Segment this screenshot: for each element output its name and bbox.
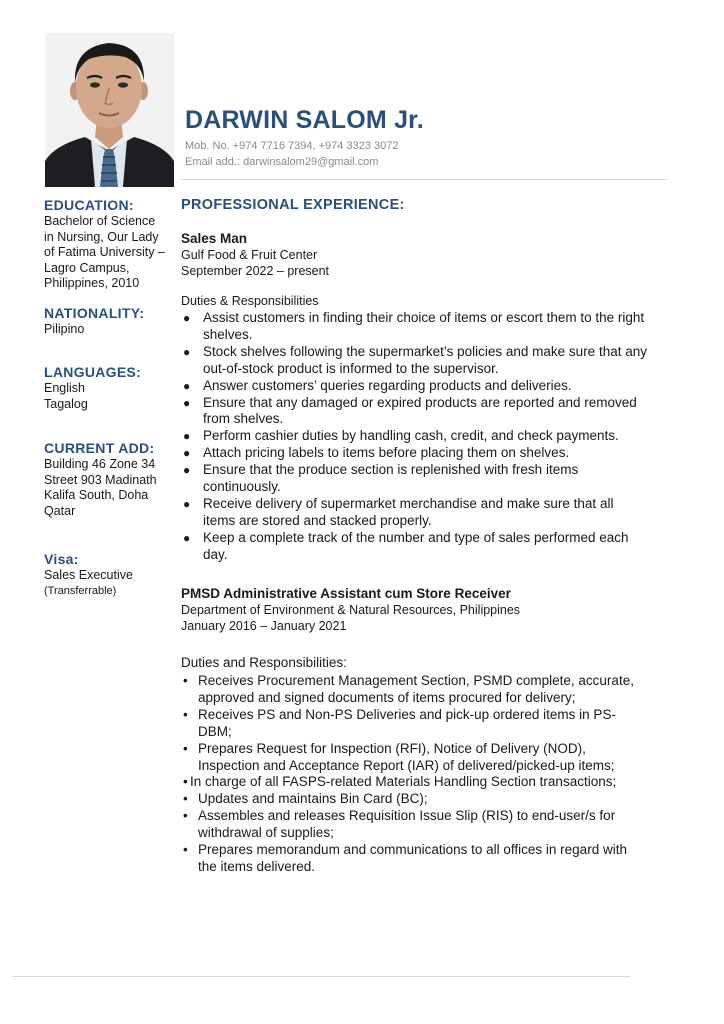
list-item: • In charge of all FASPS-related Materials Handling Section transactions;: [183, 774, 617, 790]
email-address: Email add.: darwinsalom29@gmail.com: [185, 156, 379, 168]
list-item: ● Ensure that the produce section is replenished with fresh items continuously.: [183, 462, 579, 495]
job-meta: [181, 248, 329, 279]
visa-note: (Transferrable): [44, 584, 117, 597]
mobile-number: Mob. No. +974 7716 7394, +974 3323 3072: [185, 140, 399, 152]
list-item: • Updates and maintains Bin Card (BC);: [183, 791, 428, 807]
current-address-heading: CURRENT ADD:: [44, 440, 155, 456]
job-title: Sales Man: [181, 231, 248, 246]
experience-heading: PROFESSIONAL EXPERIENCE:: [181, 197, 405, 213]
list-item: ● Perform cashier duties by handling cash, credit, and check payments.: [183, 428, 619, 444]
footer-divider: [12, 976, 630, 977]
list-item: ● Answer customers’ queries regarding products and deliveries.: [183, 377, 572, 393]
list-item: • Receives PS and Non-PS Deliveries and pick-up ordered items in PS- DBM;: [183, 706, 616, 739]
visa-heading: Visa:: [44, 551, 79, 567]
visa-type: Sales Executive: [44, 568, 133, 582]
languages-list: [44, 381, 178, 412]
job-meta: [181, 603, 520, 634]
duties-label: Duties & Responsibilities: [181, 294, 319, 308]
job-company: Department of Environment & Natural Resources, Philippines: [181, 603, 521, 617]
education-text: Bachelor of Science in Nursing, Our Lady of Fatima University – Lagro Campus, Philippines, 2010: [44, 214, 165, 291]
duties-list: [181, 310, 689, 564]
list-item: ● Receive delivery of supermarket merchandise and make sure that all items are stored and stacked properly.: [183, 495, 614, 528]
education-heading: EDUCATION:: [44, 197, 134, 213]
header-divider: [180, 179, 668, 180]
list-item: • Prepares memorandum and communications to all offices in regard with the items delivered.: [183, 842, 627, 874]
language-item: Tagalog: [44, 396, 88, 411]
visa-text: [44, 568, 178, 599]
nationality-heading: NATIONALITY:: [44, 305, 145, 321]
job-period: January 2016 – January 2021: [181, 618, 347, 633]
list-item: ● Ensure that any damaged or expired products are reported and removed from shelves.: [183, 394, 637, 427]
languages-heading: LANGUAGES:: [44, 364, 142, 380]
job-period: September 2022 – present: [181, 263, 330, 278]
list-item: • Receives Procurement Management Section, PSMD complete, accurate, approved and signed documents of items procured for delivery;: [183, 673, 634, 705]
duties-list: [181, 673, 676, 876]
profile-photo: [45, 33, 174, 187]
list-item: ● Keep a complete track of the number and type of sales performed each day.: [183, 529, 629, 562]
list-item: ● Attach pricing labels to items before placing them on shelves.: [183, 445, 570, 461]
job-company: Gulf Food & Fruit Center: [181, 248, 318, 262]
list-item: • Assembles and releases Requisition Issue Slip (RIS) to end-user/s for withdrawal of supplies;: [183, 808, 616, 841]
job-title: PMSD Administrative Assistant cum Store Receiver: [181, 586, 511, 601]
list-item: ● Assist customers in finding their choice of items or escort them to the right shelves.: [183, 310, 645, 342]
list-item: • Prepares Request for Inspection (RFI), Notice of Delivery (NOD), Inspection and Acceptance Report (IAR) of delivered/picked-up items;: [183, 740, 615, 773]
list-item: ● Stock shelves following the supermarket’s policies and make sure that any out-of-stock product is informed to the supervisor.: [183, 343, 647, 376]
current-address-text: Building 46 Zone 34 Street 903 Madinath Kalifa South, Doha Qatar: [44, 457, 157, 518]
duties-label: Duties and Responsibilities:: [181, 655, 347, 670]
portrait-image: [45, 33, 174, 187]
nationality-value: Pilipino: [44, 322, 85, 336]
language-item: English: [44, 381, 85, 395]
candidate-name: DARWIN SALOM Jr.: [185, 106, 424, 134]
